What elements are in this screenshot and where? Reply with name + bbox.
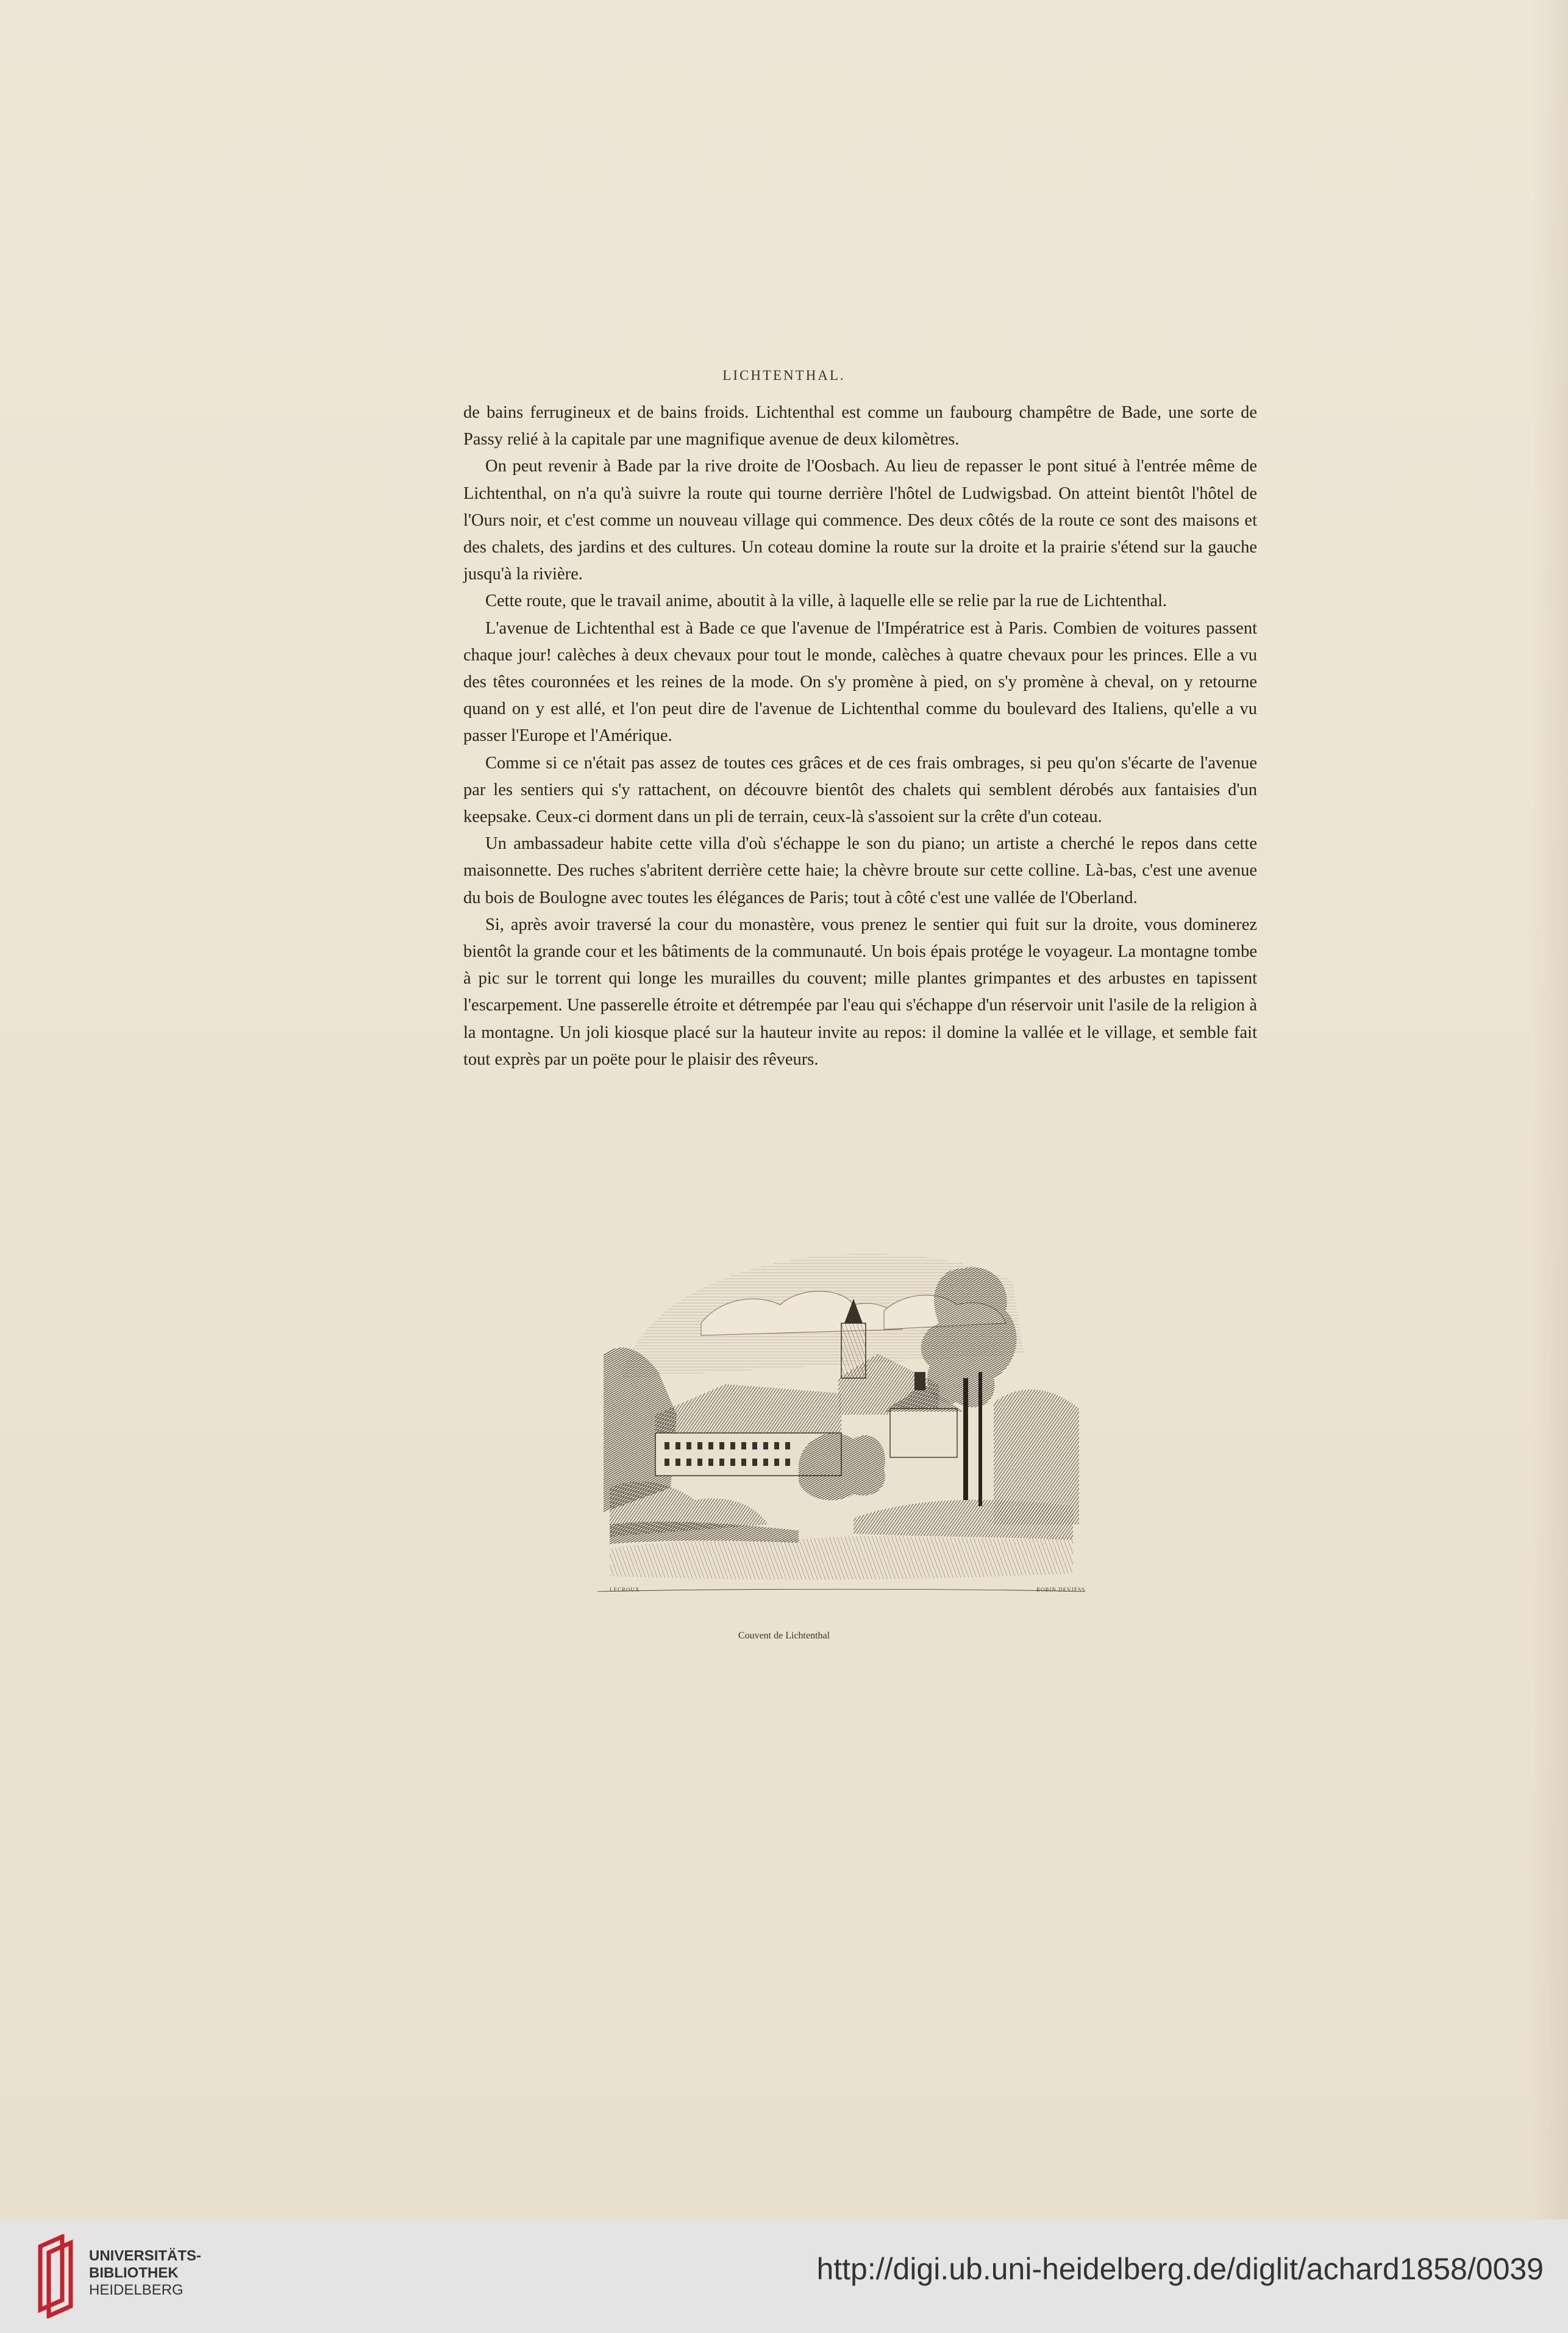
illustration-caption: Couvent de Lichtenthal <box>738 1631 830 1641</box>
engraver-signature-right: ROBIN.DEVIESS <box>1036 1587 1086 1593</box>
paragraph: Un ambassadeur habite cette villa d'où s'échappe le son du piano; un artiste a cherché le repos dans cette maisonnette. Des ruches s'abritent derrière cette haie; la chèvre broute sur cette colline. Là-bas, c'est une avenue du bois de Boulogne avec toutes les élégances de Paris; tout à côté c'est une vallée de l'Oberland. <box>463 834 1257 907</box>
library-logo-icon <box>35 2234 78 2318</box>
engraver-signature-left: LECROUX <box>610 1587 640 1593</box>
library-name <box>89 2248 201 2299</box>
convent-engraving <box>597 1232 1085 1598</box>
library-name-line1: UNIVERSITÄTS- <box>89 2248 202 2264</box>
library-name-line2: BIBLIOTHEK <box>89 2265 179 2281</box>
page-edge-shadow <box>1531 0 1568 2220</box>
paragraph: L'avenue de Lichtenthal est à Bade ce que l'avenue de l'Impératrice est à Paris. Combien de voitures passent chaque jour! calèches à deux chevaux pour tout le monde, calèches à quatre chevaux pour les princes. Elle a vu des têtes couronnées et les reines de la mode. On s'y promène à pied, on s'y promène à cheval, on y retourne quand on y est allé, et l'on peut dire de l'avenue de Lichtenthal comme du boulevard des Italiens, qu'elle a vu passer l'Europe et l'Amérique. <box>463 618 1257 746</box>
paragraph: Si, après avoir traversé la cour du monastère, vous prenez le sentier qui fuit sur la droite, vous dominerez bientôt la grande cour et les bâtiments de la communauté. Un bois épais protége le voyageur. La montagne tombe à pic sur le torrent qui longe les murailles du couvent; mille plantes grimpantes et des arbustes en tapissent l'escarpement. Une passerelle étroite et détrempée par l'eau qui s'échappe d'un réservoir unit l'asile de la religion à la montagne. Un joli kiosque placé sur la hauteur invite au repos: il domine la vallée et le village, et semble fait tout exprès par un poëte pour le plaisir des rêveurs. <box>463 915 1257 1069</box>
running-head: LICHTENTHAL. <box>722 368 846 383</box>
body-text <box>463 399 1257 1073</box>
library-name-line3: HEIDELBERG <box>89 2282 184 2298</box>
paragraph: de bains ferrugineux et de bains froids. Lichtenthal est comme un faubourg champêtre de Bade, une sorte de Passy relié à la capitale par une magnifique avenue de deux kilomètres. <box>463 403 1257 449</box>
permalink-url[interactable]: http://digi.ub.uni-heidelberg.de/diglit/achard1858/0039 <box>816 2252 1544 2286</box>
paragraph: On peut revenir à Bade par la rive droite de l'Oosbach. Au lieu de repasser le pont situé à l'entrée même de Lichtenthal, on n'a qu'à suivre la route qui tourne derrière l'hôtel de Ludwigsbad. On atteint bientôt l'hôtel de l'Ours noir, et c'est comme un nouveau village qui commence. Des deux côtés de la route ce sont des maisons et des chalets, des jardins et des cultures. Un coteau domine la route sur la droite et la prairie s'étend sur la gauche jusqu'à la rivière. <box>463 457 1257 584</box>
paragraph: Comme si ce n'était pas assez de toutes ces grâces et de ces frais ombrages, si peu qu'on s'écarte de l'avenue par les sentiers qui s'y rattachent, on découvre bientôt des chalets qui semblent dérobés aux fantaisies d'un keepsake. Ceux-ci dorment dans un pli de terrain, ceux-là s'assoient sur la crête d'un coteau. <box>463 753 1257 827</box>
paragraph: Cette route, que le travail anime, aboutit à la ville, à laquelle elle se relie par la rue de Lichtenthal. <box>485 591 1167 611</box>
